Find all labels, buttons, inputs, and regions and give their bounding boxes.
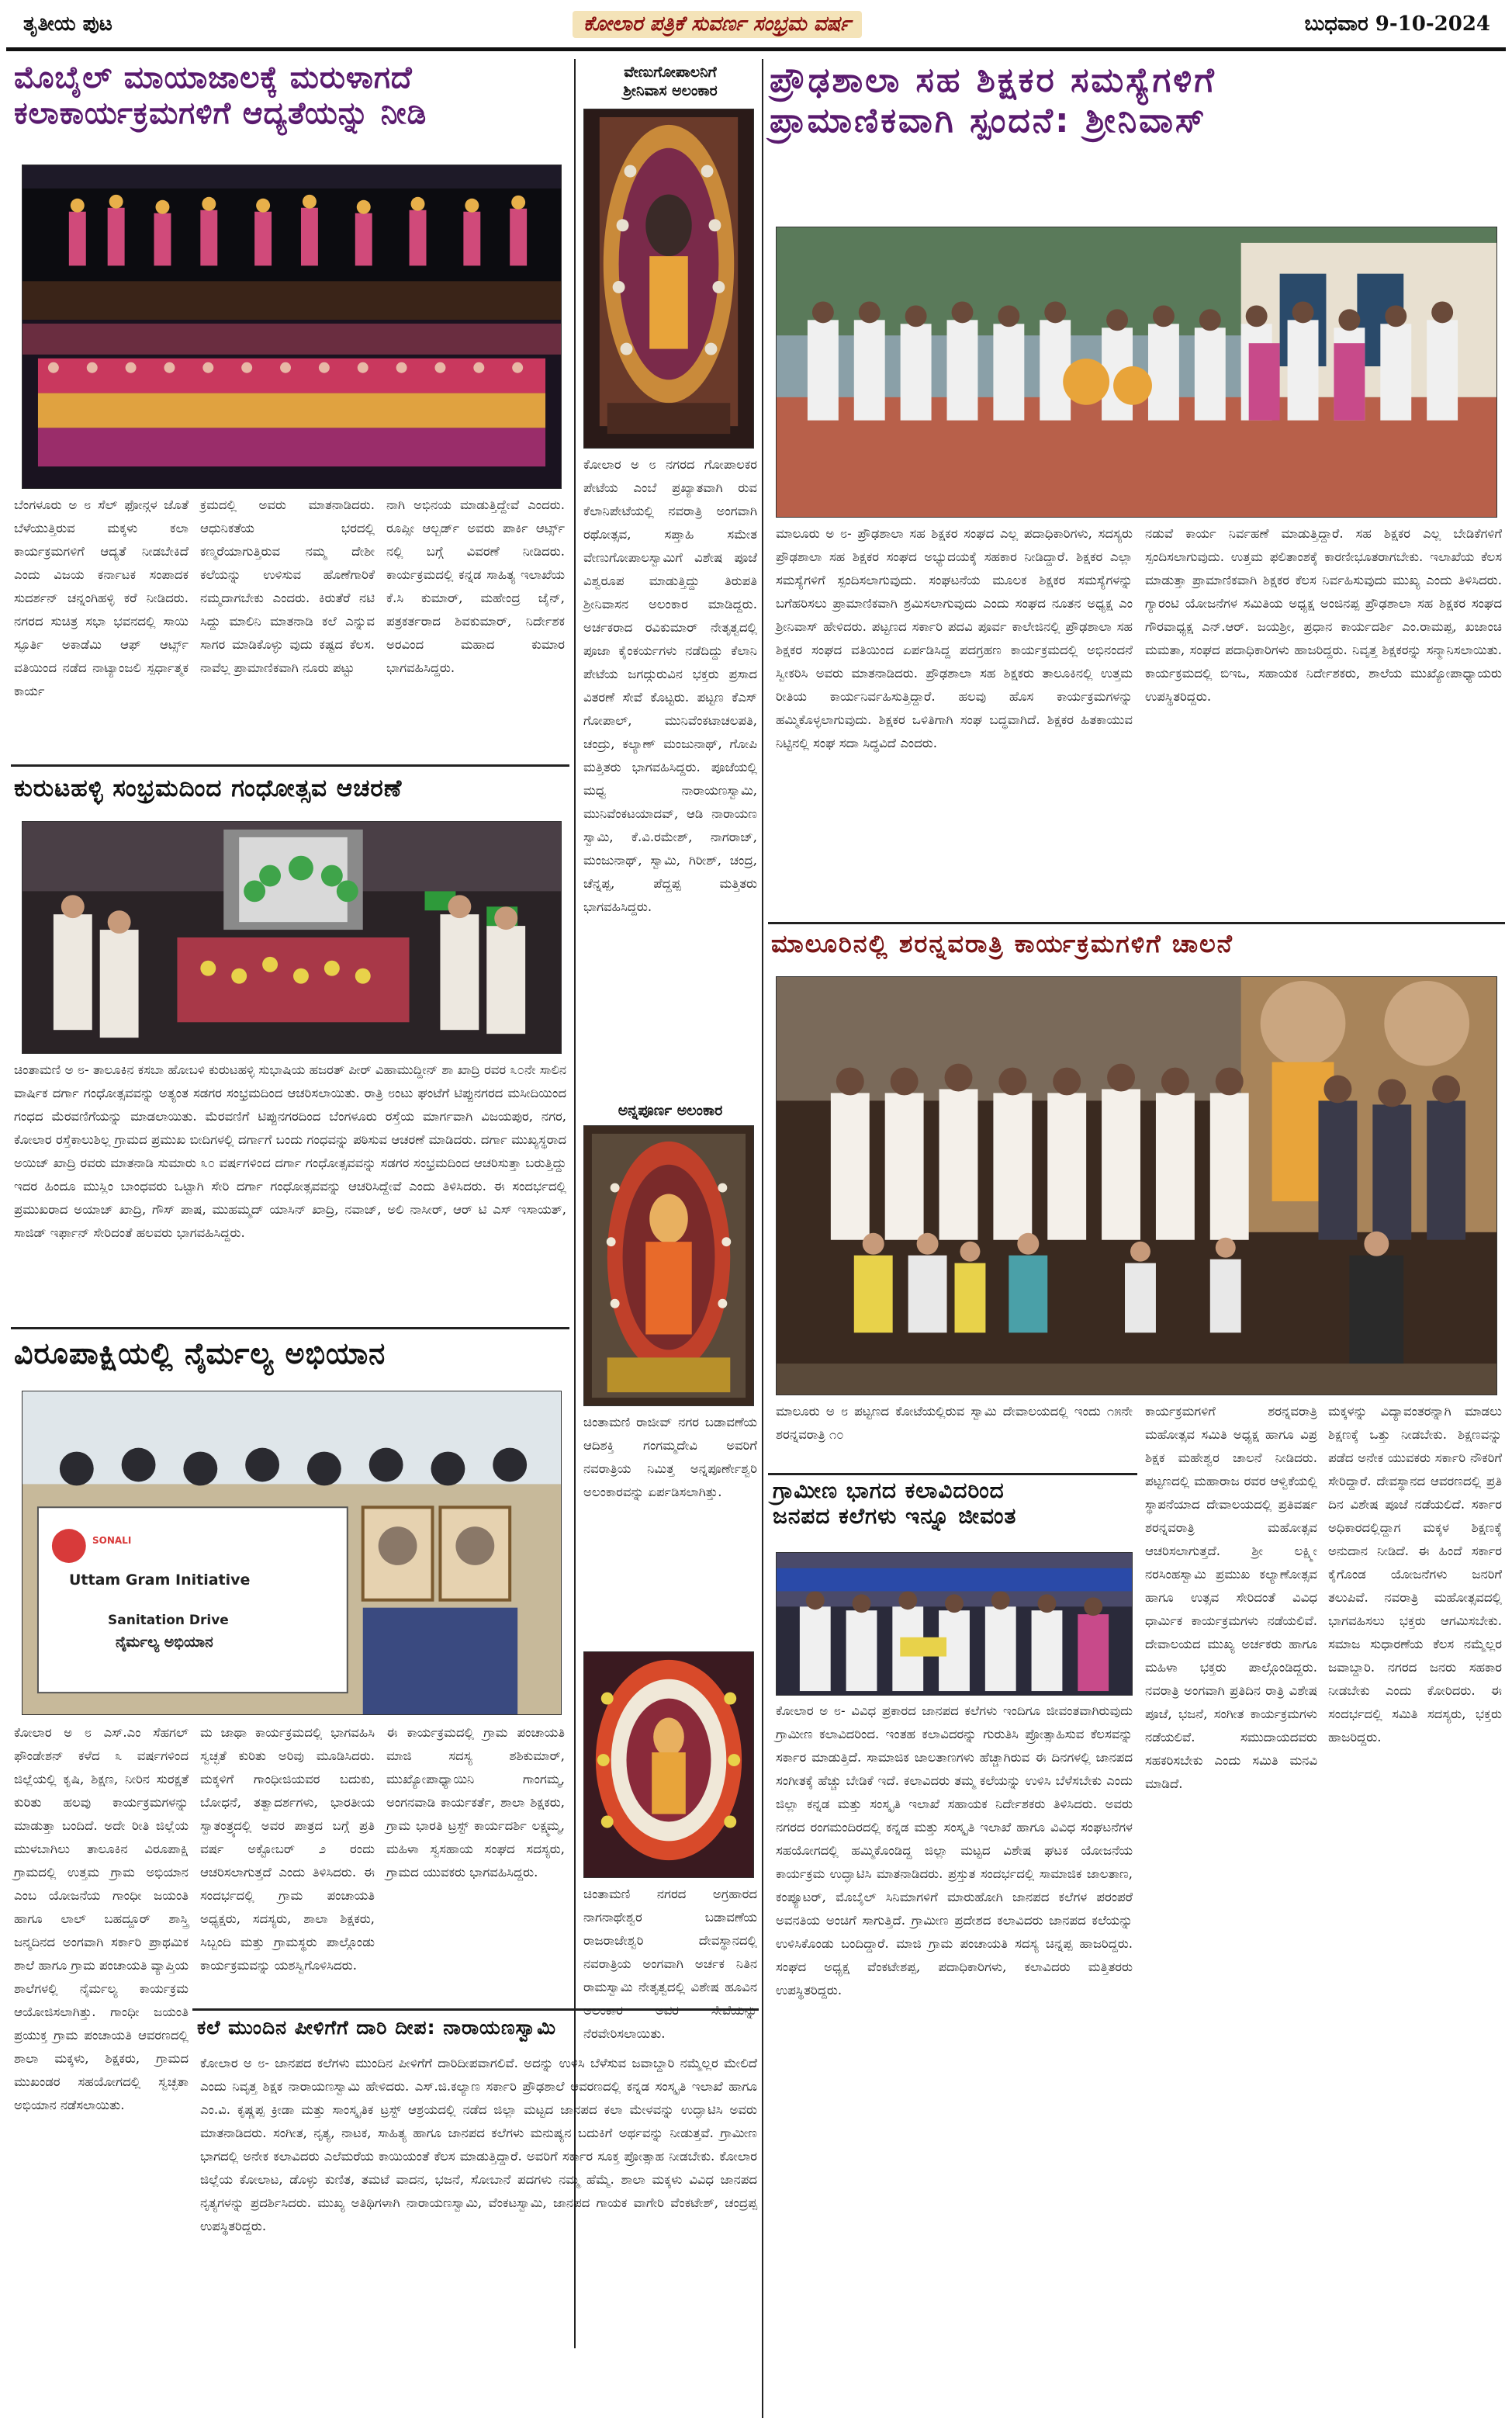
gramina-headline-line2: ಜನಪದ ಕಲೆಗಳು ಇನ್ನೂ ಜೀವಂತ	[773, 1503, 1017, 1530]
venugopal-caption-line1: ವೇಣುಗೋಪಾಲನಿಗೆ	[624, 64, 717, 81]
virupakshi-body-col3: ಈ ಕಾರ್ಯಕ್ರಮದಲ್ಲಿ ಗ್ರಾಮ ಪಂಚಾಯತಿ ಮಾಜಿ ಸದಸ್ಯ ಶಶಿಕುಮಾರ್, ಮುಖ್ಯೋಪಾಧ್ಯಾಯಿನಿ ಗಾಂಗಮ್ಮ, ಅಂಗನವಾಡಿ ಕಾರ್ಯಕರ್ತೆ, ಶಾಲಾ ಶಿಕ್ಷಕರು, ಗ್ರಾಮ ಭಾರತಿ ಟ್ರಸ್ಟ್ ಕಾರ್ಯದರ್ಶಿ ಲಕ್ಷ್ಮಮ್ಮ, ಮಹಿಳಾ ಸ್ವಸಹಾಯ ಸಂಘದ ಸದಸ್ಯರು, ಗ್ರಾಮದ ಯುವಕರು ಭಾಗವಹಿಸಿದ್ದರು.	[386, 1725, 565, 1880]
mobile-body-col3: ನಾಗಿ ಅಭಿನಯ ಮಾಡುತ್ತಿದ್ದೇವೆ ಎಂದರು. ರೂಪ್ಸೀ ಆಲ್ಬರ್ಡ್ ಅವರು ಪಾರ್ಕಿ ಆರ್ಟ್ಸ್ ನಲ್ಲಿ ಬಗ್ಗೆ ವಿವರಣೆ ನೀಡಿದರು. ಕಾರ್ಯಕ್ರಮದಲ್ಲಿ ಕನ್ನಡ ಸಾಹಿತ್ಯ ಇಲಾಖೆಯ ಕೆ.ಸಿ ಕುಮಾರ್, ಮಹೇಂದ್ರ ಜೈನ್, ಪತ್ರಕರ್ತರಾದ ಶಿವಕುಮಾರ್, ನಿರ್ದೇಶಕ ಅರವಿಂದ ಮಹಾದ ಕುಮಾರ ಭಾಗವಹಿಸಿದ್ದರು.	[386, 497, 565, 675]
dance-photo	[22, 165, 562, 489]
gandhotsava-photo	[22, 821, 562, 1054]
divider	[11, 764, 569, 767]
venugopal-caption	[583, 64, 757, 101]
kuruthahalli-body: ಚಿಂತಾಮಣಿ ಅ ೮- ತಾಲೂಕಿನ ಕಸಬಾ ಹೋಬಳಿ ಕುರುಟಹಳ್ಳಿ ಸುಭಾಷಿಯ ಹಜರತ್ ಪೀರ್ ವಿಹಾಮುದ್ದೀನ್ ಶಾ ಖಾದ್ರಿ ರವರ ೩೦ನೇ ಸಾಲಿನ ವಾರ್ಷಿಕ ದರ್ಗಾ ಗಂಧೋತ್ಸವವನ್ನು ಅತ್ಯಂತ ಸಡಗರ ಸಂಭ್ರಮದಿಂದ ಆಚರಿಸಲಾಯಿತು. ರಾತ್ರಿ ೮ಂಟು ಘಂಟೆಗೆ ಟಿಪ್ಪುನಗರದ ಮಸೀದಿಯಿಂದ ಗಂಧದ ಮೆರವಣಿಗೆಯನ್ನು ಮಾಡಲಾಯಿತು. ಮೆರವಣಿಗೆ ಟಿಪ್ಪುನಗರದಿಂದ ಬೆಂಗಳೂರು ರಸ್ತೆಯ ಮಾರ್ಗವಾಗಿ ವಿಜಯಪುರ, ನಗರ, ಕೋಲಾರ ರಸ್ತೆಕಾಲುಶಿಲ್ಲ ಗ್ರಾಮದ ಪ್ರಮುಖ ಬೀದಿಗಳಲ್ಲಿ ದರ್ಗಾಗೆ ಬಂದು ಗಂಧವನ್ನು ಪಠಿಸುವ ಆಚರಣೆ ಮಾಡಿದರು. ದರ್ಗಾ ಮುಖ್ಯಸ್ಥರಾದ ಅಯಿಜ್ ಖಾದ್ರಿ ರವರು ಮಾತನಾಡಿ ಸುಮಾರು ೩೦ ವರ್ಷಗಳಿಂದ ದರ್ಗಾ ಗಂಧೋತ್ಸವವನ್ನು ಸಡಗರ ಸಂಭ್ರಮದಿಂದ ಆಚರಿಸುತ್ತಾ ಬರುತ್ತಿದ್ದು ಇದರ ಹಿಂದೂ ಮುಸ್ಲಿಂ ಬಾಂಧವರು ಒಟ್ಟಾಗಿ ಸೇರಿ ದರ್ಗಾ ಗಂಧೋತ್ಸವವನ್ನು ಆಚರಿಸಿದ್ದೇವೆ ಎಂದು ತಿಳಿಸಿದರು. ಈ ಸಂದರ್ಭದಲ್ಲಿ ಪ್ರಮುಖರಾದ ಅಯಾಜ್ ಖಾದ್ರಿ, ಗೌಸ್ ಪಾಷ, ಮುಹಮ್ಮದ್ ಯಾಸಿನ್ ಖಾದ್ರಿ, ನವಾಜ್, ಅಲಿ ನಾಸೀರ್, ಆರ್ ಟಿ ಎಸ್ ಇಸಾಯತ್, ಸಾಜಿಡ್ ಇರ್ಫಾನ್ ಸೇರಿದಂತೆ ಹಲವರು ಭಾಗವಹಿಸಿದ್ದರು.	[14, 1062, 566, 1240]
rajarajeshwari-photo	[583, 1651, 754, 1878]
malur-headline: ಮಾಲೂರಿನಲ್ಲಿ ಶರನ್ನವರಾತ್ರಿ ಕಾರ್ಯಕ್ರಮಗಳಿಗೆ ಚಾಲನೆ	[771, 929, 1233, 958]
divider	[11, 1327, 569, 1329]
venugopal-body: ಕೋಲಾರ ಅ ೮ ನಗರದ ಗೋಪಾಲಕರ ಪೇಟೆಯ ಎಂಬೆ ಪ್ರಖ್ಯಾತವಾಗಿ ರುವ ಕೆಲಾನಿಪೇಟೆಯಲ್ಲಿ ನವರಾತ್ರಿ ಅಂಗವಾಗಿ ರಥೋತ್ಸವ, ಸಪ್ತಾಹಿ ಸಮೇತ ವೇಣುಗೋಪಾಲಸ್ವಾಮಿಗೆ ವಿಶೇಷ ಪೂಜೆ ವಿಶ್ವರೂಪ ಮಾಡುತ್ತಿದ್ದು ತಿರುಪತಿ ಶ್ರೀನಿವಾಸನ ಅಲಂಕಾರ ಮಾಡಿದ್ದರು. ಅರ್ಚಕರಾದ ರವಿಕುಮಾರ್ ನೇತೃತ್ವದಲ್ಲಿ ಪೂಜಾ ಕೈಂಕರ್ಯಗಳು ನಡೆದಿದ್ದು ಕೆಲಾನಿ ಪೇಟೆಯ ಜಗದ್ಗುರುವಿನ ಭಕ್ತರು ಪ್ರಸಾದ ವಿತರಣೆ ಸೇವೆ ಕೊಟ್ಟರು. ಪಟ್ಟಣ ಕೆಎಸ್ ಗೋಪಾಲ್, ಮುನಿವೆಂಕಟಾಚಲಪತಿ, ಚಂದ್ರು, ಕಲ್ಯಾಣ್ ಮಂಜುನಾಥ್, ಗೋಪಿ ಮತ್ತಿತರು ಭಾಗವಹಿಸಿದ್ದರು. ಪೂಜೆಯಲ್ಲಿ ಮಧ್ವ ನಾರಾಯಣಸ್ವಾಮಿ, ಮುನಿವೆಂಕಟಯಾದವ್, ಆಡಿ ನಾರಾಯಣ ಸ್ವಾಮಿ, ಕೆ.ವಿ.ರಮೇಶ್, ನಾಗರಾಜ್, ಮಂಜುನಾಥ್, ಸ್ವಾಮಿ, ಗಿರೀಶ್, ಚಂದ್ರ, ಚೆನ್ನಪ್ಪ, ಪೆದ್ದಪ್ಪ ಮತ್ತಿತರು ಭಾಗವಹಿಸಿದ್ದರು.	[583, 457, 757, 914]
malur-body-col1: ಮಾಲೂರು ಅ ೮ ಪಟ್ಟಣದ ಕೋಟೆಯಲ್ಲಿರುವ ಸ್ವಾಮಿ ದೇವಾಲಯದಲ್ಲಿ ಇಂದು ೧೫ನೇ ಶರನ್ನವರಾತ್ರಿ ೧೦	[776, 1404, 1133, 1442]
banner-brand: SONALI	[92, 1535, 132, 1546]
banner-subtitle: Sanitation Drive	[108, 1613, 229, 1628]
gramina-headline-line1: ಗ್ರಾಮೀಣ ಭಾಗದ ಕಲಾವಿದರಿಂದ	[773, 1478, 1005, 1503]
mobile-body-col2: ಕ್ರಮದಲ್ಲಿ ಅವರು ಮಾತನಾಡಿದರು. ಆಧುನಿಕತೆಯ ಭರದಲ್ಲಿ ಕಣ್ಮರೆಯಾಗುತ್ತಿರುವ ನಮ್ಮ ದೇಶೀ ಕಲೆಯನ್ನು ಉಳಿಸುವ ಹೊಣೆಗಾರಿಕೆ ನಮ್ಮದಾಗಬೇಕು ಎಂದರು. ಕಿರುತೆರೆ ನಟಿ ಸಿದ್ದು ಮಾಲಿನಿ ಮಾತನಾಡಿ ಕಲೆ ಎನ್ನುವ ಸಾಗರ ಮಾಡಿಕೊಳ್ಳು ವುದು ಕಷ್ಟದ ಕೆಲಸ. ನಾವೆಲ್ಲ ಪ್ರಾಮಾಣಿಕವಾಗಿ ನೂರು ಪಟ್ಟು	[200, 497, 375, 675]
gramina-body: ಕೋಲಾರ ಅ ೮- ವಿವಿಧ ಪ್ರಕಾರದ ಜಾನಪದ ಕಲೆಗಳು ಇಂದಿಗೂ ಜೀವಂತವಾಗಿರುವುದು ಗ್ರಾಮೀಣ ಕಲಾವಿದರಿಂದ. ಇಂತಹ ಕಲಾವಿದರನ್ನು ಗುರುತಿಸಿ ಪ್ರೋತ್ಸಾಹಿಸುವ ಕೆಲಸವನ್ನು ಸರ್ಕಾರ ಮಾಡುತ್ತಿದೆ. ಸಾಮಾಜಿಕ ಜಾಲತಾಣಗಳು ಹೆಚ್ಚಾಗಿರುವ ಈ ದಿನಗಳಲ್ಲಿ ಜಾನಪದ ಸಂಗೀತಕ್ಕೆ ಹೆಚ್ಚು ಬೇಡಿಕೆ ಇದೆ. ಕಲಾವಿದರು ತಮ್ಮ ಕಲೆಯನ್ನು ಉಳಿಸಿ ಬೆಳೆಸಬೇಕು ಎಂದು ಜಿಲ್ಲಾ ಕನ್ನಡ ಮತ್ತು ಸಂಸ್ಕೃತಿ ಇಲಾಖೆ ಸಹಾಯಕ ನಿರ್ದೇಶಕರು ತಿಳಿಸಿದರು. ಅವರು ನಗರದ ರಂಗಮಂದಿರದಲ್ಲಿ ಕನ್ನಡ ಮತ್ತು ಸಂಸ್ಕೃತಿ ಇಲಾಖೆ ಹಾಗೂ ವಿವಿಧ ಸಂಘಟನೆಗಳ ಸಹಯೋಗದಲ್ಲಿ ಹಮ್ಮಿಕೊಂಡಿದ್ದ ಜಿಲ್ಲಾ ಮಟ್ಟದ ವಿಶೇಷ ಘಟಕ ಯೋಜನೆಯ ಕಾರ್ಯಕ್ರಮ ಉದ್ಘಾಟಿಸಿ ಮಾತನಾಡಿದರು. ಪ್ರಸ್ತುತ ಸಂದರ್ಭದಲ್ಲಿ ಸಾಮಾಜಿಕ ಜಾಲತಾಣ, ಕಂಪ್ಯೂಟರ್, ಮೊಬೈಲ್ ಸಿನಿಮಾಗಳಿಗೆ ಮಾರುಹೋಗಿ ಜಾನಪದ ಕಲೆಗಳ ಪರಂಪರೆ ಅವನತಿಯ ಅಂಚಿಗೆ ಸಾಗುತ್ತಿದೆ. ಗ್ರಾಮೀಣ ಪ್ರದೇಶದ ಕಲಾವಿದರು ಜಾನಪದ ಕಲೆಯನ್ನು ಉಳಿಸಿಕೊಂಡು ಬಂದಿದ್ದಾರೆ. ಮಾಜಿ ಗ್ರಾಮ ಪಂಚಾಯತಿ ಸದಸ್ಯ ಚಿನ್ನಪ್ಪ ಹಾಜರಿದ್ದರು. ಸಂಘದ ಅಧ್ಯಕ್ಷ ವೆಂಕಟೇಶಪ್ಪ, ಪದಾಧಿಕಾರಿಗಳು, ಕಲಾವಿದರು ಮತ್ತಿತರರು ಉಪಸ್ಥಿತರಿದ್ದರು.	[776, 1703, 1133, 1998]
virupakshi-headline: ವಿರೂಪಾಕ್ಷಿಯಲ್ಲಿ ನೈರ್ಮಲ್ಯ ಅಭಿಯಾನ	[14, 1336, 386, 1370]
banner-title: Uttam Gram Initiative	[69, 1571, 251, 1589]
annapurna-body-top: ಚಿಂತಾಮಣಿ ರಾಜೀವ್ ನಗರ ಬಡಾವಣೆಯ ಆದಿಶಕ್ತಿ ಗಂಗಮ್ಮದೇವಿ ಅವರಿಗೆ ನವರಾತ್ರಿಯ ನಿಮಿತ್ತ ಅನ್ನಪೂರ್ಣೇಶ್ವರಿ ಅಲಂಕಾರವನ್ನು ಏರ್ಪಡಿಸಲಾಗಿತ್ತು.	[583, 1415, 757, 1499]
narayanaswamy-headline: ಕಲೆ ಮುಂದಿನ ಪೀಳಿಗೆಗೆ ದಾರಿ ದೀಪ: ನಾರಾಯಣಸ್ವಾಮಿ	[197, 2016, 557, 2039]
teachers-group-photo	[776, 227, 1497, 518]
column-rule-right	[762, 59, 763, 2418]
virupakshi-body-col2: ಮ ಜಾಥಾ ಕಾರ್ಯಕ್ರಮದಲ್ಲಿ ಭಾಗವಹಿಸಿ ಸ್ವಚ್ಛತೆ ಕುರಿತು ಅರಿವು ಮೂಡಿಸಿದರು. ಮಕ್ಕಳಿಗೆ ಗಾಂಧೀಜಿಯವರ ಬದುಕು, ಬೋಧನೆ, ತತ್ವಾದರ್ಶಗಳು, ಭಾರತೀಯ ಸ್ವಾತಂತ್ರ್ಯದಲ್ಲಿ ಅವರ ಪಾತ್ರದ ಬಗ್ಗೆ ಪ್ರತಿ ವರ್ಷ ಅಕ್ಟೋಬರ್ ೨ ರಂದು ಆಚರಿಸಲಾಗುತ್ತದೆ ಎಂದು ತಿಳಿಸಿದರು. ಈ ಸಂದರ್ಭದಲ್ಲಿ ಗ್ರಾಮ ಪಂಚಾಯತಿ ಅಧ್ಯಕ್ಷರು, ಸದಸ್ಯರು, ಶಾಲಾ ಶಿಕ್ಷಕರು, ಸಿಬ್ಬಂದಿ ಮತ್ತು ಗ್ರಾಮಸ್ಥರು ಪಾಲ್ಗೊಂಡು ಕಾರ್ಯಕ್ರಮವನ್ನು ಯಶಸ್ವಿಗೊಳಿಸಿದರು.	[200, 1725, 375, 1973]
malur-body-col2: ಕಾರ್ಯಕ್ರಮಗಳಿಗೆ ಶರನ್ನವರಾತ್ರಿ ಮಹೋತ್ಸವ ಸಮಿತಿ ಅಧ್ಯಕ್ಷ ಹಾಗೂ ವಿಪ್ರ ಶಿಕ್ಷಕ ಮಹೇಶ್ವರ ಚಾಲನೆ ನೀಡಿದರು. ಪಟ್ಟಣದಲ್ಲಿ ಮಹಾರಾಜ ರವರ ಆಳ್ವಿಕೆಯಲ್ಲಿ ಸ್ಥಾಪನೆಯಾದ ದೇವಾಲಯದಲ್ಲಿ ಪ್ರತಿವರ್ಷ ಶರನ್ನವರಾತ್ರಿ ಮಹೋತ್ಸವ ಆಚರಿಸಲಾಗುತ್ತದೆ. ಶ್ರೀ ಲಕ್ಷ್ಮೀ ನರಸಿಂಹಸ್ವಾಮಿ ಪ್ರಮುಖ ಕಲ್ಯಾಣೋತ್ಸವ ಹಾಗೂ ಉತ್ಸವ ಸೇರಿದಂತೆ ವಿವಿಧ ಧಾರ್ಮಿಕ ಕಾರ್ಯಕ್ರಮಗಳು ನಡೆಯಲಿವೆ. ದೇವಾಲಯದ ಮುಖ್ಯ ಅರ್ಚಕರು ಹಾಗೂ ಮಹಿಳಾ ಭಕ್ತರು ಪಾಲ್ಗೊಂಡಿದ್ದರು. ನವರಾತ್ರಿ ಅಂಗವಾಗಿ ಪ್ರತಿದಿನ ರಾತ್ರಿ ವಿಶೇಷ ಪೂಜೆ, ಭಜನೆ, ಸಂಗೀತ ಕಾರ್ಯಕ್ರಮಗಳು ನಡೆಯಲಿವೆ. ಸಮುದಾಯದವರು ಸಹಕರಿಸಬೇಕು ಎಂದು ಸಮಿತಿ ಮನವಿ ಮಾಡಿದೆ.	[1145, 1404, 1317, 1791]
mobile-headline-line1: ಮೊಬೈಲ್ ಮಾಯಾಜಾಲಕ್ಕೆ ಮರುಳಾಗದೆ	[14, 61, 413, 95]
praudhashala-headline-line1: ಪ್ರೌಢಶಾಲಾ ಸಹ ಶಿಕ್ಷಕರ ಸಮಸ್ಯೆಗಳಿಗೆ	[770, 61, 1216, 100]
page-label: ತೃತೀಯ ಪುಟ	[23, 12, 112, 36]
malur-body-col3: ಮಕ್ಕಳನ್ನು ವಿದ್ಯಾವಂತರನ್ನಾಗಿ ಮಾಡಲು ಶಿಕ್ಷಣಕ್ಕೆ ಒತ್ತು ನೀಡಬೇಕು. ಶಿಕ್ಷಣವನ್ನು ಪಡೆದ ಅನೇಕ ಯುವಕರು ಸರ್ಕಾರಿ ನೌಕರಿಗೆ ಸೇರಿದ್ದಾರೆ. ದೇವಸ್ಥಾನದ ಆವರಣದಲ್ಲಿ ಪ್ರತಿ ದಿನ ವಿಶೇಷ ಪೂಜೆ ನಡೆಯಲಿದೆ. ಸರ್ಕಾರ ಅಧಿಕಾರದಲ್ಲಿದ್ದಾಗ ಮಕ್ಕಳ ಶಿಕ್ಷಣಕ್ಕೆ ಅನುದಾನ ನೀಡಿದೆ. ಈ ಹಿಂದೆ ಸರ್ಕಾರ ಕೈಗೊಂಡ ಯೋಜನೆಗಳು ಜನರಿಗೆ ತಲುಪಿವೆ. ನವರಾತ್ರಿ ಮಹೋತ್ಸವದಲ್ಲಿ ಭಾಗವಹಿಸಲು ಭಕ್ತರು ಆಗಮಿಸಬೇಕು. ಸಮಾಜ ಸುಧಾರಣೆಯ ಕೆಲಸ ನಮ್ಮೆಲ್ಲರ ಜವಾಬ್ದಾರಿ. ನಗರದ ಜನರು ಸಹಕಾರ ನೀಡಬೇಕು ಎಂದು ಕೋರಿದರು. ಈ ಸಂದರ್ಭದಲ್ಲಿ ಸಮಿತಿ ಸದಸ್ಯರು, ಭಕ್ತರು ಹಾಜರಿದ್ದರು.	[1328, 1404, 1502, 1745]
gramina-headline	[773, 1478, 1134, 1529]
publication-banner: ಕೋಲಾರ ಪತ್ರಿಕೆ ಸುವರ್ಣ ಸಂಭ್ರಮ ವರ್ಷ	[573, 11, 862, 38]
mobile-headline-line2: ಕಲಾಕಾರ್ಯಕ್ರಮಗಳಿಗೆ ಆದ್ಯತೆಯನ್ನು ನೀಡಿ	[14, 96, 427, 132]
narayanaswamy-body: ಕೋಲಾರ ಅ ೮- ಜಾನಪದ ಕಲೆಗಳು ಮುಂದಿನ ಪೀಳಿಗೆಗೆ ದಾರಿದೀಪವಾಗಲಿವೆ. ಅದನ್ನು ಉಳಿಸಿ ಬೆಳೆಸುವ ಜವಾಬ್ದಾರಿ ನಮ್ಮೆಲ್ಲರ ಮೇಲಿದೆ ಎಂದು ನಿವೃತ್ತ ಶಿಕ್ಷಕ ನಾರಾಯಣಸ್ವಾಮಿ ಹೇಳಿದರು. ಎಸ್.ಜಿ.ಕಲ್ಯಾಣ ಸರ್ಕಾರಿ ಪ್ರೌಢಶಾಲೆ ಆವರಣದಲ್ಲಿ ಕನ್ನಡ ಸಂಸ್ಕೃತಿ ಇಲಾಖೆ ಹಾಗೂ ಎಂ.ವಿ. ಕೃಷ್ಣಪ್ಪ ಕ್ರೀಡಾ ಮತ್ತು ಸಾಂಸ್ಕೃತಿಕ ಟ್ರಸ್ಟ್ ಆಶ್ರಯದಲ್ಲಿ ನಡೆದ ಜಿಲ್ಲಾ ಮಟ್ಟದ ಜಾನಪದ ಕಲಾ ಮೇಳವನ್ನು ಉದ್ಘಾಟಿಸಿ ಅವರು ಮಾತನಾಡಿದರು. ಸಂಗೀತ, ನೃತ್ಯ, ನಾಟಕ, ಸಾಹಿತ್ಯ ಹಾಗೂ ಜಾನಪದ ಕಲೆಗಳು ಮನುಷ್ಯನ ಬದುಕಿಗೆ ಅರ್ಥವನ್ನು ನೀಡುತ್ತವೆ. ಗ್ರಾಮೀಣ ಭಾಗದಲ್ಲಿ ಅನೇಕ ಕಲಾವಿದರು ಎಲೆಮರೆಯ ಕಾಯಿಯಂತೆ ಕೆಲಸ ಮಾಡುತ್ತಿದ್ದಾರೆ. ಅವರಿಗೆ ಸರ್ಕಾರ ಸೂಕ್ತ ಪ್ರೋತ್ಸಾಹ ನೀಡಬೇಕು. ಕೋಲಾರ ಜಿಲ್ಲೆಯ ಕೋಲಾಟ, ಡೊಳ್ಳು ಕುಣಿತ, ತಮಟೆ ವಾದನ, ಭಜನೆ, ಸೋಬಾನೆ ಪದಗಳು ನಮ್ಮ ಹೆಮ್ಮೆ. ಶಾಲಾ ಮಕ್ಕಳು ವಿವಿಧ ಜಾನಪದ ನೃತ್ಯಗಳನ್ನು ಪ್ರದರ್ಶಿಸಿದರು. ಮುಖ್ಯ ಅತಿಥಿಗಳಾಗಿ ನಾರಾಯಣಸ್ವಾಮಿ, ವೆಂಕಟಸ್ವಾಮಿ, ಜಾನಪದ ಗಾಯಕ ವಾಗೇರಿ ವೆಂಕಟೇಶ್, ಚಂದ್ರಪ್ಪ ಉಪಸ್ಥಿತರಿದ್ದರು.	[200, 2056, 757, 2233]
praudhashala-headline-line2: ಪ್ರಾಮಾಣಿಕವಾಗಿ ಸ್ಪಂದನೆ: ಶ್ರೀನಿವಾಸ್	[770, 100, 1207, 140]
annapurna-photo	[583, 1125, 754, 1406]
mobile-body-col1: ಬೆಂಗಳೂರು ಅ ೮ ಸೆಲ್ ಫೋನ್ಗಳ ಜೊತೆ ಬೆಳೆಯುತ್ತಿರುವ ಮಕ್ಕಳು ಕಲಾ ಕಾರ್ಯಕ್ರಮಗಳಿಗೆ ಆದ್ಯತೆ ನೀಡಬೇಕಿದೆ ಎಂದು ವಿಜಯ ಕರ್ನಾಟಕ ಸಂಪಾದಕ ಸುದರ್ಶನ್ ಚನ್ನಂಗಿಹಳ್ಳಿ ಕರೆ ನೀಡಿದರು. ನಗರದ ಸುಚಿತ್ರ ಸಭಾ ಭವನದಲ್ಲಿ ಸಾಯಿ ಸ್ಫೂರ್ತಿ ಅಕಾಡೆಮಿ ಆಫ್ ಆರ್ಟ್ಸ್ ವತಿಯಿಂದ ನಡೆದ ನಾಟ್ಯಾಂಜಲಿ ಸ್ಪರ್ಧಾತ್ಮಕ ಕಾರ್ಯ	[14, 497, 189, 698]
folk-artists-photo	[776, 1552, 1133, 1696]
annapurna-caption: ಅನ್ನಪೂರ್ಣ ಅಲಂಕಾರ	[618, 1102, 723, 1119]
sanitation-photo	[22, 1391, 562, 1715]
divider	[768, 1473, 1137, 1475]
page-header	[6, 5, 1506, 51]
praudhashala-body-col2: ನಡುವೆ ಕಾರ್ಯ ನಿರ್ವಹಣೆ ಮಾಡುತ್ತಿದ್ದಾರೆ. ಸಹ ಶಿಕ್ಷಕರ ಎಲ್ಲ ಬೇಡಿಕೆಗಳಿಗೆ ಸ್ಪಂದಿಸಲಾಗುವುದು. ಉತ್ತಮ ಫಲಿತಾಂಶಕ್ಕೆ ಕಾರಣೀಭೂತರಾಗಬೇಕು. ಇಲಾಖೆಯ ಕೆಲಸ ಮಾಡುತ್ತಾ ಪ್ರಾಮಾಣಿಕವಾಗಿ ಶಿಕ್ಷಕರ ಕೆಲಸ ನಿರ್ವಹಿಸುವುದು ಮುಖ್ಯ ಎಂದು ತಿಳಿಸಿದರು. ಗ್ಯಾರಂಟಿ ಯೋಜನೆಗಳ ಸಮಿತಿಯ ಅಧ್ಯಕ್ಷ ಅಂಜಿನಪ್ಪ ಪ್ರೌಢಶಾಲಾ ಸಹ ಶಿಕ್ಷಕರ ಸಂಘದ ಗೌರವಾಧ್ಯಕ್ಷ ಎನ್.ಆರ್. ಜಯಶ್ರೀ, ಪ್ರಧಾನ ಕಾರ್ಯದರ್ಶಿ ಎಂ.ರಾಮಪ್ಪ, ಖಜಾಂಚಿ ಮಮತಾ, ಸಂಘದ ಪದಾಧಿಕಾರಿಗಳು ಹಾಜರಿದ್ದರು. ನಿವೃತ್ತ ಶಿಕ್ಷಕರನ್ನು ಸನ್ಮಾನಿಸಲಾಯಿತು. ಕಾರ್ಯಕ್ರಮದಲ್ಲಿ ಬಿಇಒ, ಸಹಾಯಕ ನಿರ್ದೇಶಕರು, ಶಾಲೆಯ ಮುಖ್ಯೋಪಾಧ್ಯಾಯರು ಉಪಸ್ಥಿತರಿದ್ದರು.	[1145, 526, 1502, 704]
banner-kannada: ನೈರ್ಮಲ್ಯ ಅಭಿಯಾನ	[116, 1634, 213, 1651]
kuruthahalli-headline: ಕುರುಟಹಳ್ಳಿ ಸಂಭ್ರಮದಿಂದ ಗಂಧೋತ್ಸವ ಆಚರಣೆ	[14, 774, 403, 802]
praudhashala-headline	[770, 61, 1505, 141]
mobile-headline	[14, 61, 569, 132]
issue-date: ಬುಧವಾರ 9-10-2024	[1304, 12, 1490, 36]
praudhashala-body-col1: ಮಾಲೂರು ಅ ೮- ಪ್ರೌಢಶಾಲಾ ಸಹ ಶಿಕ್ಷಕರ ಸಂಘದ ಎಲ್ಲ ಪದಾಧಿಕಾರಿಗಳು, ಸದಸ್ಯರು ಪ್ರೌಢಶಾಲಾ ಸಹ ಶಿಕ್ಷಕರ ಸಂಘದ ಅಭ್ಯುದಯಕ್ಕೆ ಸಹಕಾರ ನೀಡಿದ್ದಾರೆ. ಶಿಕ್ಷಕರ ಎಲ್ಲಾ ಸಮಸ್ಯೆಗಳಿಗೆ ಸ್ಪಂದಿಸಲಾಗುವುದು. ಸಂಘಟನೆಯ ಮೂಲಕ ಶಿಕ್ಷಕರ ಸಮಸ್ಯೆಗಳನ್ನು ಬಗೆಹರಿಸಲು ಪ್ರಾಮಾಣಿಕವಾಗಿ ಶ್ರಮಿಸಲಾಗುವುದು ಎಂದು ಸಂಘದ ನೂತನ ಅಧ್ಯಕ್ಷ ಎಂ ಶ್ರೀನಿವಾಸ್ ಹೇಳಿದರು. ಪಟ್ಟಣದ ಸರ್ಕಾರಿ ಪದವಿ ಪೂರ್ವ ಕಾಲೇಜಿನಲ್ಲಿ ಪ್ರೌಢಶಾಲಾ ಸಹ ಶಿಕ್ಷಕರ ಸಂಘದ ವತಿಯಿಂದ ಏರ್ಪಡಿಸಿದ್ದ ಪದಗ್ರಹಣ ಕಾರ್ಯಕ್ರಮದಲ್ಲಿ ಅಭಿನಂದನೆ ಸ್ವೀಕರಿಸಿ ಅವರು ಮಾತನಾಡಿದರು. ಪ್ರೌಢಶಾಲಾ ಸಹ ಶಿಕ್ಷಕರು ತಾಲೂಕಿನಲ್ಲಿ ಉತ್ತಮ ರೀತಿಯ ಕಾರ್ಯನಿರ್ವಹಿಸುತ್ತಿದ್ದಾರೆ. ಹಲವು ಹೊಸ ಕಾರ್ಯಕ್ರಮಗಳನ್ನು ಹಮ್ಮಿಕೊಳ್ಳಲಾಗುವುದು. ಶಿಕ್ಷಕರ ಒಳಿತಿಗಾಗಿ ಸಂಘ ಬದ್ಧವಾಗಿದೆ. ಶಿಕ್ಷಕರ ಹಿತಕಾಯುವ ನಿಟ್ಟಿನಲ್ಲಿ ಸಂಘ ಸದಾ ಸಿದ್ಧವಿದೆ ಎಂದರು.	[776, 526, 1133, 750]
virupakshi-body-col1: ಕೋಲಾರ ಅ ೮ ಎಸ್.ಎಂ ಸೆಹಗಲ್ ಫೌಂಡೇಶನ್ ಕಳೆದ ೩ ವರ್ಷಗಳಿಂದ ಜಿಲ್ಲೆಯಲ್ಲಿ ಕೃಷಿ, ಶಿಕ್ಷಣ, ನೀರಿನ ಸುರಕ್ಷತೆ ಕುರಿತು ಹಲವು ಕಾರ್ಯಕ್ರಮಗಳನ್ನು ಮಾಡುತ್ತಾ ಬಂದಿದೆ. ಅದೇ ರೀತಿ ಜಿಲ್ಲೆಯ ಮುಳಬಾಗಿಲು ತಾಲೂಕಿನ ವಿರೂಪಾಕ್ಷಿ ಗ್ರಾಮದಲ್ಲಿ ಉತ್ತಮ ಗ್ರಾಮ ಅಭಿಯಾನ ಎಂಬ ಯೋಜನೆಯ ಗಾಂಧೀ ಜಯಂತಿ ಹಾಗೂ ಲಾಲ್ ಬಹದ್ದೂರ್ ಶಾಸ್ತ್ರಿ ಜನ್ಮದಿನದ ಅಂಗವಾಗಿ ಸರ್ಕಾರಿ ಪ್ರಾಥಮಿಕ ಶಾಲೆ ಹಾಗೂ ಗ್ರಾಮ ಪಂಚಾಯತಿ ವ್ಯಾಪ್ತಿಯ ಶಾಲೆಗಳಲ್ಲಿ ನೈರ್ಮಲ್ಯ ಕಾರ್ಯಕ್ರಮ ಆಯೋಜಿಸಲಾಗಿತ್ತು. ಗಾಂಧೀ ಜಯಂತಿ ಪ್ರಯುಕ್ತ ಗ್ರಾಮ ಪಂಚಾಯತಿ ಆವರಣದಲ್ಲಿ ಶಾಲಾ ಮಕ್ಕಳು, ಶಿಕ್ಷಕರು, ಗ್ರಾಮದ ಮುಖಂಡರ ಸಹಯೋಗದಲ್ಲಿ ಸ್ವಚ್ಛತಾ ಅಭಿಯಾನ ನಡೆಸಲಾಯಿತು.	[14, 1725, 189, 2112]
divider	[768, 922, 1505, 924]
venugopal-photo	[583, 109, 754, 449]
annapurna-body-bottom: ಚಿಂತಾಮಣಿ ನಗರದ ಅಗ್ರಹಾರದ ನಾಗನಾಥೇಶ್ವರ ಬಡಾವಣೆಯ ರಾಜರಾಜೇಶ್ವರಿ ದೇವಸ್ಥಾನದಲ್ಲಿ ನವರಾತ್ರಿಯ ಅಂಗವಾಗಿ ಅರ್ಚಕ ನಿತಿನ ರಾಮಸ್ವಾಮಿ ನೇತೃತ್ವದಲ್ಲಿ ವಿಶೇಷ ಹೂವಿನ ಅಲಂಕಾರ ಅವರ ಸೇವೆಯನ್ನು ನೆರವೇರಿಸಲಾಯಿತು.	[583, 1887, 757, 2041]
column-rule-left	[574, 59, 576, 2348]
venugopal-caption-line2: ಶ್ರೀನಿವಾಸ ಅಲಂಕಾರ	[623, 81, 718, 99]
navaratri-group-photo	[776, 976, 1497, 1395]
